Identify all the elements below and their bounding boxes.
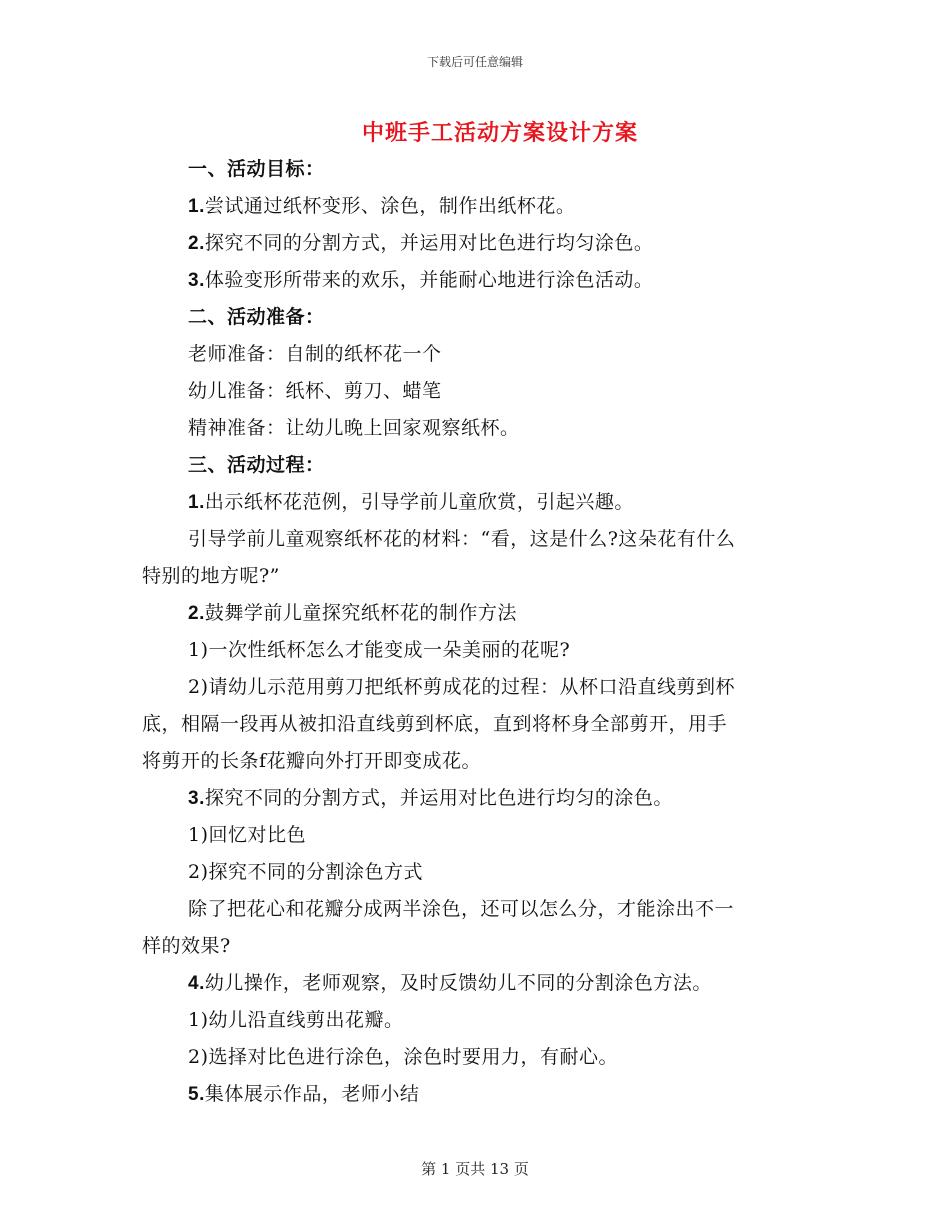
prep-mental: 精神准备：让幼儿晚上回家观察纸杯。 (188, 417, 520, 439)
paragraph-line: 特别的地方呢?” (142, 565, 280, 587)
sub-item: 2)探究不同的分割涂色方式 (188, 861, 424, 883)
paragraph-line: 引导学前儿童观察纸杯花的材料：“看，这是什么?这朵花有什么 (188, 528, 736, 550)
page-header: 下载后可任意编辑 (426, 55, 523, 69)
process-step-2: 2.鼓舞学前儿童探究纸杯花的制作方法 (188, 602, 517, 624)
section-heading-preparation: 二、活动准备： (188, 306, 325, 328)
sub-item: 2)请幼儿示范用剪刀把纸杯剪成花的过程：从杯口沿直线剪到杯 (188, 676, 736, 698)
process-step-5: 5.集体展示作品，老师小结 (188, 1083, 420, 1105)
process-step-1: 1.出示纸杯花范例，引导学前儿童欣赏，引起兴趣。 (188, 491, 634, 513)
paragraph-line: 将剪开的长条f花瓣向外打开即变成花。 (142, 750, 482, 772)
prep-teacher: 老师准备：自制的纸杯花一个 (188, 343, 442, 365)
goal-item-1: 1.尝试通过纸杯变形、涂色，制作出纸杯花。 (188, 195, 576, 217)
goal-item-2: 2.探究不同的分割方式，并运用对比色进行均匀涂色。 (188, 232, 654, 254)
paragraph-line: 除了把花心和花瓣分成两半涂色，还可以怎么分，才能涂出不一 (188, 898, 735, 920)
prep-children: 幼儿准备：纸杯、剪刀、蜡笔 (188, 380, 442, 402)
process-step-3: 3.探究不同的分割方式，并运用对比色进行均匀的涂色。 (188, 787, 673, 809)
sub-item: 2)选择对比色进行涂色，涂色时要用力，有耐心。 (188, 1046, 619, 1068)
section-heading-process: 三、活动过程： (188, 454, 325, 476)
section-heading-goals: 一、活动目标： (188, 158, 325, 180)
sub-item: 1)一次性纸杯怎么才能变成一朵美丽的花呢? (188, 639, 571, 661)
paragraph-line: 底，相隔一段再从被扣沿直线剪到杯底，直到将杯身全部剪开，用手 (142, 713, 728, 735)
process-step-4: 4.幼儿操作，老师观察，及时反馈幼儿不同的分割涂色方法。 (188, 972, 712, 994)
paragraph-line: 样的效果? (142, 935, 231, 957)
sub-item: 1)幼儿沿直线剪出花瓣。 (188, 1009, 404, 1031)
sub-item: 1)回忆对比色 (188, 824, 307, 846)
document-title: 中班手工活动方案设计方案 (361, 120, 638, 146)
goal-item-3: 3.体验变形所带来的欢乐，并能耐心地进行涂色活动。 (188, 269, 654, 291)
page-footer: 第 1 页共 13 页 (421, 1160, 529, 1178)
